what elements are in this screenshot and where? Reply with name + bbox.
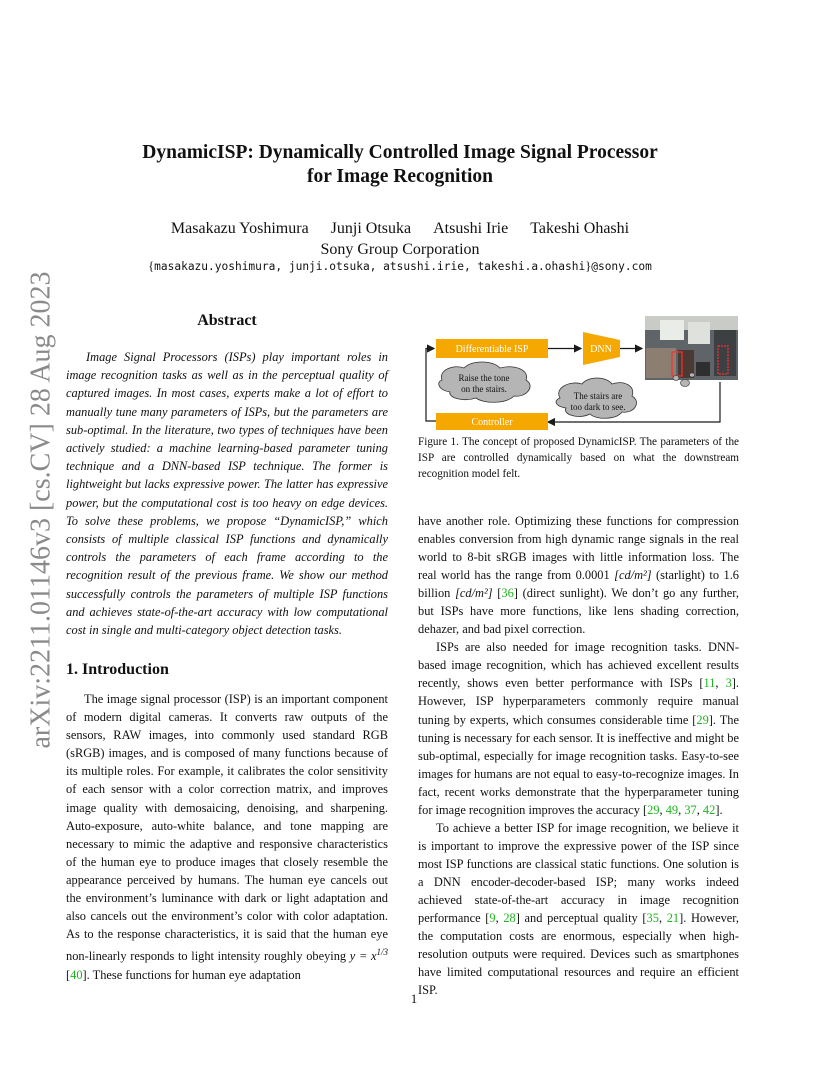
affiliation: Sony Group Corporation [320,241,480,258]
text-run: ]. However, the computation costs are enormous, especially when high-resolution outputs were required. Devices such as smartphones have limited computational resources and require an efficient ISP. [418,911,739,998]
bubble-right-line-2: too dark to see. [570,402,626,412]
author-name: Takeshi Ohashi [530,220,630,237]
text-run: ] (direct sunlight). We don’t go any further, but ISPs have more functions, like lens shading correction, dehazer, and bad pixel correction. [418,586,739,637]
citation-link[interactable]: 40 [70,967,83,982]
text-run: have another role. Optimizing these functions for compression enables conversion from high dynamic range signals in the real world to 8-bit sRGB images with little information loss. The real world has the range from 0.0001 [418,514,739,583]
right-column-text [418,512,739,999]
paragraph [418,512,739,638]
intro-text-end: . These functions for human eye adaptation [86,967,301,982]
intro-exponent: 1/3 [376,947,388,958]
figure-caption: Figure 1. The concept of proposed DynamicISP. The parameters of the ISP are controlled dynamically based on what the downstream recognition model felt. [418,436,739,480]
bubble-left-line-2: on the stairs. [461,384,507,394]
isp-label: Differentiable ISP [455,344,529,355]
intro-paragraph: The image signal processor (ISP) is an important component of modern digital cameras. It converts raw outputs of the sensors, RAW images, into commonly used standard RGB (sRGB) images, and is composed of many functions because of its multiple roles. For example, it calibrates the color sensitivity of each sensor with a color correction matrix, and improves image quality with demosaicing, denoising, and sharpening. Auto-exposure, auto-white balance, and tone mapping are necessary to mimic the adaptive and responsive characteristics of the human eye to produce images that closely resemble the appearance perceived by humans. The human eye cancels out the environment’s luminance with dark or light adaptation and also cancels out the environment’s color with color adaptation. As to the response characteristics, it is said that the human eye non-linearly responds to light intensity roughly obeying $y = x^{1/3}$ [40]. These functions for human eye adaptation [66,692,388,982]
citation-link[interactable]: 35 [646,911,659,926]
page-number: 1 [410,991,418,1006]
section-heading: 1. Introduction [66,661,169,678]
author-name: Junji Otsuka [330,220,412,237]
concept-diagram [420,314,740,430]
bubble-right-line-1: The stairs are [573,391,623,401]
author-list [100,218,700,239]
author-name: Atsushi Irie [433,220,509,237]
citation-link[interactable]: 36 [501,586,514,601]
citation-link[interactable]: 21 [666,911,680,926]
text-run: ]. However, ISP hyperparameters commonly require manual tuning by experts, which consumes considerable time [ [418,676,739,727]
text-run: ]. The tuning is necessary for each sensor. It is ineffective and might be sub-optimal, especially for image recognition tasks. Easy-to-see images for humans are not equal to easy-to-recognize images. In fact, recent works demonstrate that the hyperparameter tuning for image recognition improves the accuracy [ [418,712,739,817]
author-block [100,218,700,260]
abstract-text: Image Signal Processors (ISPs) play important roles in image recognition tasks as well as in the perceptual quality of captured images. In most cases, experts make a lot of effort to manually tune many parameters of ISPs, but the parameters are sub-optimal. In the literature, two types of techniques have been actively studied: a machine learning-based parameter tuning technique and a DNN-based ISP technique. The former is lightweight but lacks expressive power. The latter has expressive power, but the computational cost is too heavy on edge devices. To solve these problems, we propose “DynamicISP,” which consists of multiple classical ISP functions and dynamically controls the parameters of each frame according to the recognition result of the previous frame. We show our method successfully controls the parameters of multiple ISP functions and achieves state-of-the-art accuracy with low computational cost in single and multi-category object detection tasks. [66,350,388,638]
citation-link[interactable]: 3 [725,676,732,691]
thought-dot [681,380,690,387]
text-run: To achieve a better ISP for image recognition, we believe it is important to improve the expressive power of the ISP since most ISP functions are classical static functions. One solution is a DNN encoder-decoder-based ISP; many works indeed achieved state-of-the-art accuracy in image recognition performance [ [418,820,739,926]
title-line-1: DynamicISP: Dynamically Controlled Image Signal Processor [142,142,658,163]
figure-1 [420,314,740,430]
email-list: masakazu.yoshimura, junji.otsuka, atsushi.irie, takeshi.a.ohashi [154,260,586,273]
scene-photo [645,316,738,380]
citation-link[interactable]: 42 [702,802,716,817]
thought-dot [673,376,679,381]
paragraph: ISPs are also needed for image recognition tasks. DNN-based image recognition, which has achieved excellent results recently, shows even better performance with ISPs [11, 3]. However, ISP hyperparameters commonly require manual tuning by experts, which consumes considerable time [29]. The tuning is necessary for each sensor. It is ineffective and might be sub-optimal, especially for image recognition tasks. Easy-to-see images for humans are not equal to easy-to-recognize images. In fact, recent works demonstrate that the hyperparameter tuning for image recognition improves the accuracy [29, 49, 37, 42]. [418,640,739,817]
arxiv-stamp-text: arXiv:2211.01146v3 [cs.CV] 28 Aug 2023 [25,271,56,749]
intro-formula: y = x [349,949,377,964]
arrow-controller-to-isp [426,349,436,422]
citation-link[interactable]: 37 [684,802,697,817]
text-run: ISPs are also needed for image recognition tasks. DNN-based image recognition, which has achieved excellent results recently, shows even better performance with ISPs [ [418,640,739,691]
intro-text: The image signal processor (ISP) is an important component of modern digital cameras. It converts raw outputs of the sensors, RAW images, into commonly used standard RGB (sRGB) images, and is composed of many functions because of its multiple roles. For example, it calibrates the color sensitivity of each sensor with a color correction matrix, and improves image quality with demosaicing, denoising, and sharpening. Auto-exposure, auto-white balance, and tone mapping are necessary to mimic the adaptive and responsive characteristics of the human eye to produce images that closely resemble the appearance perceived by humans. The human eye cancels out the environment’s luminance with dark or light adaptation and also cancels out the environment’s color with color adaptation. As to the response characteristics, it is said that the human eye non-linearly responds to light intensity roughly obeying [66,692,388,964]
paper-title [100,141,700,189]
citation-link[interactable]: 9 [489,911,496,926]
controller-label: Controller [471,417,513,428]
dnn-label: DNN [590,344,612,355]
arxiv-stamp [20,271,62,749]
paragraph: To achieve a better ISP for image recognition, we believe it is important to improve the expressive power of the ISP since most ISP functions are classical static functions. One solution is a DNN encoder-decoder-based ISP; many works indeed achieved state-of-the-art accuracy in image recognition performance [9, 28] and perceptual quality [35, 21]. However, the computation costs are enormous, especially when high-resolution outputs were required. Devices such as smartphones have limited computational resources and require an efficient ISP. [418,820,739,998]
math-unit: [cd/m²] [455,586,493,601]
text-run: ]. [715,802,723,817]
citation-link[interactable]: 49 [665,802,679,817]
email-domain: @sony.com [591,260,652,273]
email-line: {masakazu.yoshimura, junji.otsuka, atsushi.irie, takeshi.a.ohashi}@sony.com [148,259,652,273]
text-run: (starlight) to 1.6 billion [418,568,739,601]
author-name: Masakazu Yoshimura [170,220,309,237]
text-run: [ [492,586,502,601]
math-unit: [cd/m²] [614,568,652,583]
citation-link[interactable]: 11 [703,676,716,691]
text-run: ] and perceptual quality [ [515,911,647,926]
citation-link[interactable]: 29 [696,712,709,727]
bubble-left-line-1: Raise the tone [458,373,510,383]
abstract-heading: Abstract [197,312,257,329]
citation-link[interactable]: 29 [647,802,660,817]
thought-dot [690,373,695,377]
citation-link[interactable]: 28 [503,911,516,926]
title-line-2: for Image Recognition [307,166,493,187]
